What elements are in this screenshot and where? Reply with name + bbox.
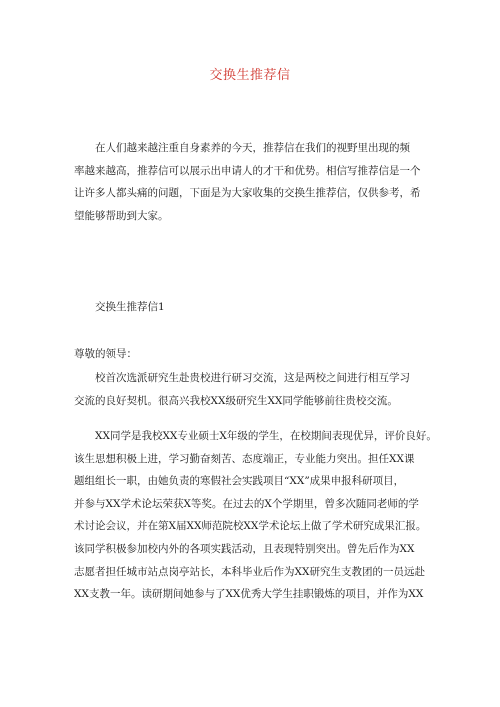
paragraph-line: 并参与XX学术论坛荣获X等奖。在过去的X个学期里，曾多次随同老师的学 (74, 497, 419, 510)
paragraph-line: 该同学积极参加校内外的各项实践活动，且表现特别突出。曾先后作为XX (74, 542, 415, 555)
paragraph-line: XX支教一年。读研期间她参与了XX优秀大学生挂职锻炼的项目，并作为XX (74, 588, 424, 601)
intro-line: 让许多人都头痛的问题，下面是为大家收集的交换生推荐信，仅供参考，希 (74, 187, 421, 200)
intro-paragraph (74, 137, 432, 227)
intro-line: 望能够帮助到大家。 (74, 209, 169, 222)
section-heading-block (74, 296, 432, 319)
paragraph-line: 术讨论会议，并在第X届XX师范院校XX学术论坛上做了学术研究成果汇报。 (74, 520, 427, 533)
body-paragraph-2 (74, 425, 437, 606)
paragraph-line: 题组组长一职，由她负责的寒假社会实践项目“XX”成果申报科研项目， (74, 475, 405, 488)
paragraph-line: 志愿者担任城市站点岗亭站长，本科毕业后作为XX研究生支教团的一员远赴 (74, 565, 425, 578)
paragraph-line: 该生思想积极上进，学习勤奋刻苦、态度端正，专业能力突出。担任XX课 (74, 452, 415, 465)
intro-line: 率越来越高，推荐信可以展示出申请人的才干和优势。相信写推荐信是一个 (74, 164, 421, 177)
salutation: 尊敬的领导： (74, 348, 137, 360)
intro-line: 在人们越来越注重自身素养的今天，推荐信在我们的视野里出现的频 (95, 142, 410, 154)
salutation-block (74, 343, 432, 366)
section-heading: 交换生推荐信1 (95, 301, 165, 313)
document-title: 交换生推荐信 (209, 68, 291, 83)
paragraph-line: XX同学是我校XX专业硕士X年级的学生，在校期间表现优异，评价良好。 (95, 430, 437, 442)
paragraph-line: 校首次选派研究生赴贵校进行研习交流，这是两校之间进行相互学习 (95, 372, 410, 384)
body-paragraph-1 (74, 367, 432, 412)
paragraph-line: 交流的良好契机。很高兴我校XX级研究生XX同学能够前往贵校交流。 (74, 394, 398, 407)
